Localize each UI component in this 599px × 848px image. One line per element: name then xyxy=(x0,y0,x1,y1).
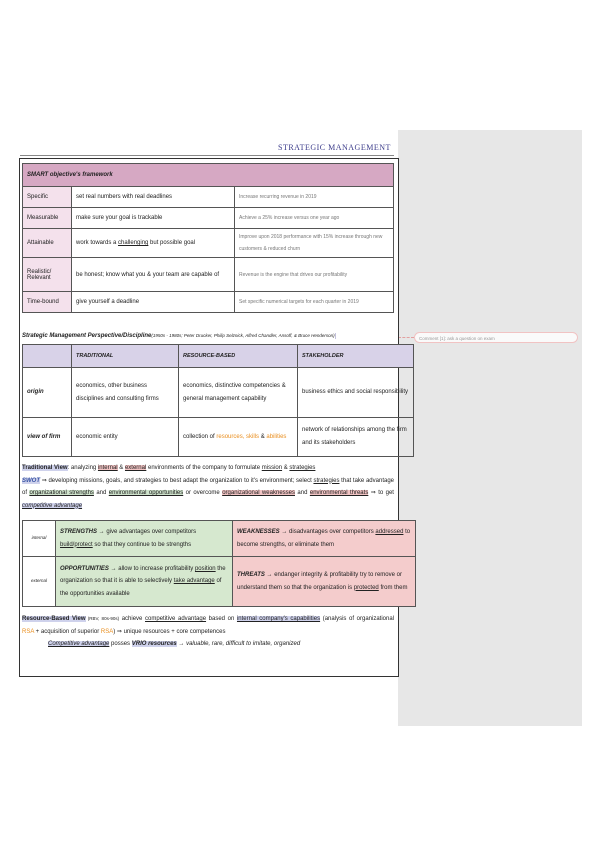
text: build/protect xyxy=(60,541,93,548)
text: to become strengths, or eliminate them xyxy=(237,529,411,548)
text: addressed xyxy=(375,529,404,535)
text: Strategic Management Perspective/Discipline xyxy=(22,333,152,339)
text: (analysis of organizational xyxy=(320,616,395,622)
table-row xyxy=(23,557,416,607)
text: internal company's capabilities xyxy=(236,616,321,622)
strengths-cell xyxy=(56,521,233,557)
text: and xyxy=(295,490,310,496)
smart-desc: give yourself a deadline xyxy=(72,292,235,313)
smart-table xyxy=(22,163,394,313)
threats-cell xyxy=(233,557,416,607)
smart-example: Increase recurring revenue in 2019 xyxy=(235,187,394,208)
text: Resource-Based View xyxy=(22,616,86,622)
text: → disadvantages over competitors xyxy=(279,529,376,535)
text: internal xyxy=(97,465,118,471)
row-label: view of firm xyxy=(23,418,72,457)
cell: economics, distinctive competencies & general management capability xyxy=(179,368,298,418)
cell xyxy=(179,418,298,457)
smart-label: Time-bound xyxy=(23,292,72,313)
text: strategies xyxy=(313,477,340,484)
cell: economics, other business disciplines and consulting firms xyxy=(72,368,179,418)
text: Traditional View xyxy=(22,465,68,471)
comment-connector xyxy=(398,337,414,338)
smart-example: Achieve a 25% increase versus one year ago xyxy=(235,208,394,229)
text: environmental opportunities xyxy=(108,490,184,496)
table-row xyxy=(23,258,394,292)
opportunities-cell xyxy=(56,557,233,607)
comment-anchor xyxy=(335,333,337,339)
table-row xyxy=(23,521,416,557)
text: (RBV, 80s-90s) xyxy=(85,616,120,621)
text: + acquisition of superior xyxy=(34,628,101,635)
text: → endanger integrity & profitability try to remove or understand them so that the organization is xyxy=(237,572,402,591)
text: of the opportunities available xyxy=(60,578,222,597)
text: → allow to increase profitability xyxy=(108,565,195,572)
text: take advantage xyxy=(173,578,215,585)
text: resources, skills xyxy=(216,433,260,440)
text: OPPORTUNITIES xyxy=(60,565,109,572)
text: and xyxy=(93,490,109,496)
text: posses xyxy=(109,641,132,647)
text: achieve xyxy=(119,616,146,622)
row-label: origin xyxy=(23,368,72,418)
table-row xyxy=(23,292,394,313)
text: : analyzing xyxy=(67,465,98,471)
text: STRENGTHS xyxy=(60,529,98,535)
text: the organization so that it is able to selectively xyxy=(60,565,226,585)
text: → give advantages over competitors xyxy=(97,529,197,535)
text: organizational strengths xyxy=(29,490,94,496)
text: ) ⇒ unique resources + core competences xyxy=(113,628,226,635)
text: that take advantage of xyxy=(22,477,394,496)
text: so that they continue to be strengths xyxy=(92,541,192,548)
text: organizational weaknesses xyxy=(222,490,295,496)
smart-title: SMART objective's framework xyxy=(23,164,394,187)
rbv-paragraph xyxy=(22,613,394,651)
text: Competitive advantage xyxy=(48,641,110,647)
table-row xyxy=(23,187,394,208)
smart-label: Realistic/ Relevant xyxy=(23,258,72,292)
text: environments of the company to formulate xyxy=(146,465,262,471)
smart-label: Specific xyxy=(23,187,72,208)
smart-desc: make sure your goal is trackable xyxy=(72,208,235,229)
text: from them xyxy=(378,584,408,591)
text: RSA xyxy=(22,628,35,635)
text: & xyxy=(259,433,267,440)
text: abilities xyxy=(266,433,287,440)
text: SWOT xyxy=(22,477,40,484)
column-header: TRADITIONAL xyxy=(72,345,179,368)
text: THREATS xyxy=(237,572,265,578)
row-label: internal xyxy=(23,521,56,557)
text: strategies xyxy=(289,465,316,471)
perspective-table xyxy=(22,344,414,457)
smart-example: Improve upon 2018 performance with 15% increase through new customers & reduced churn xyxy=(235,229,394,258)
text: ⇒ to get xyxy=(368,490,394,496)
cell: network of relationships among the firm and its stakeholders xyxy=(298,418,414,457)
text: environmental threats xyxy=(309,490,369,496)
text: ⇒ developing missions, goals, and strategies to best adapt the organization to it's environment; select xyxy=(40,477,314,484)
text: competitive advantage xyxy=(145,616,207,622)
text: or overcome xyxy=(183,490,223,496)
table-row xyxy=(23,229,394,258)
text: & xyxy=(282,465,290,471)
text: protected xyxy=(353,584,379,591)
smart-example: Set specific numerical targets for each quarter in 2019 xyxy=(235,292,394,313)
comment-bubble[interactable]: Comment [1]: ask a question on exam xyxy=(414,332,578,343)
table-header-row xyxy=(23,345,414,368)
text: position xyxy=(194,565,216,572)
text: collection of xyxy=(183,433,217,440)
text: based on xyxy=(206,616,237,622)
traditional-view-paragraph xyxy=(22,462,394,512)
text: but possible goal xyxy=(148,240,196,246)
column-header: STAKEHOLDER xyxy=(298,345,414,368)
text: work towards a xyxy=(76,240,119,246)
table-row xyxy=(23,418,414,457)
header-rule xyxy=(20,155,394,156)
text: → valuable, rare, difficult to imitate, organized xyxy=(176,641,301,647)
column-header: RESOURCE-BASED xyxy=(179,345,298,368)
smart-label: Attainable xyxy=(23,229,72,258)
text: & xyxy=(117,465,125,471)
smart-example: Revenue is the engine that drives our profitability xyxy=(235,258,394,292)
text: RSA xyxy=(100,628,114,635)
weaknesses-cell xyxy=(233,521,416,557)
comment-pane xyxy=(398,130,582,726)
cell: business ethics and social responsibility xyxy=(298,368,414,418)
text: VRIO resources xyxy=(131,641,177,647)
text: competitive advantage xyxy=(22,502,83,509)
text: (1950s - 1980s; Peter Drucker, Philip Selznick, Alfred Chandler, Ansoff, & Bruce Henderson) xyxy=(151,333,335,338)
swot-table xyxy=(22,520,416,607)
text: challenging xyxy=(118,240,149,246)
page-header-title: STRATEGIC MANAGEMENT xyxy=(278,143,391,152)
text: mission xyxy=(261,465,283,471)
perspective-title xyxy=(22,333,336,339)
smart-desc: be honest; know what you & your team are capable of xyxy=(72,258,235,292)
cell: economic entity xyxy=(72,418,179,457)
table-row xyxy=(23,368,414,418)
smart-label: Measurable xyxy=(23,208,72,229)
text: WEAKNESSES xyxy=(237,529,280,535)
column-header xyxy=(23,345,72,368)
smart-desc: set real numbers with real deadlines xyxy=(72,187,235,208)
text: external xyxy=(124,465,147,471)
smart-desc xyxy=(72,229,235,258)
table-row xyxy=(23,208,394,229)
row-label: external xyxy=(23,557,56,607)
